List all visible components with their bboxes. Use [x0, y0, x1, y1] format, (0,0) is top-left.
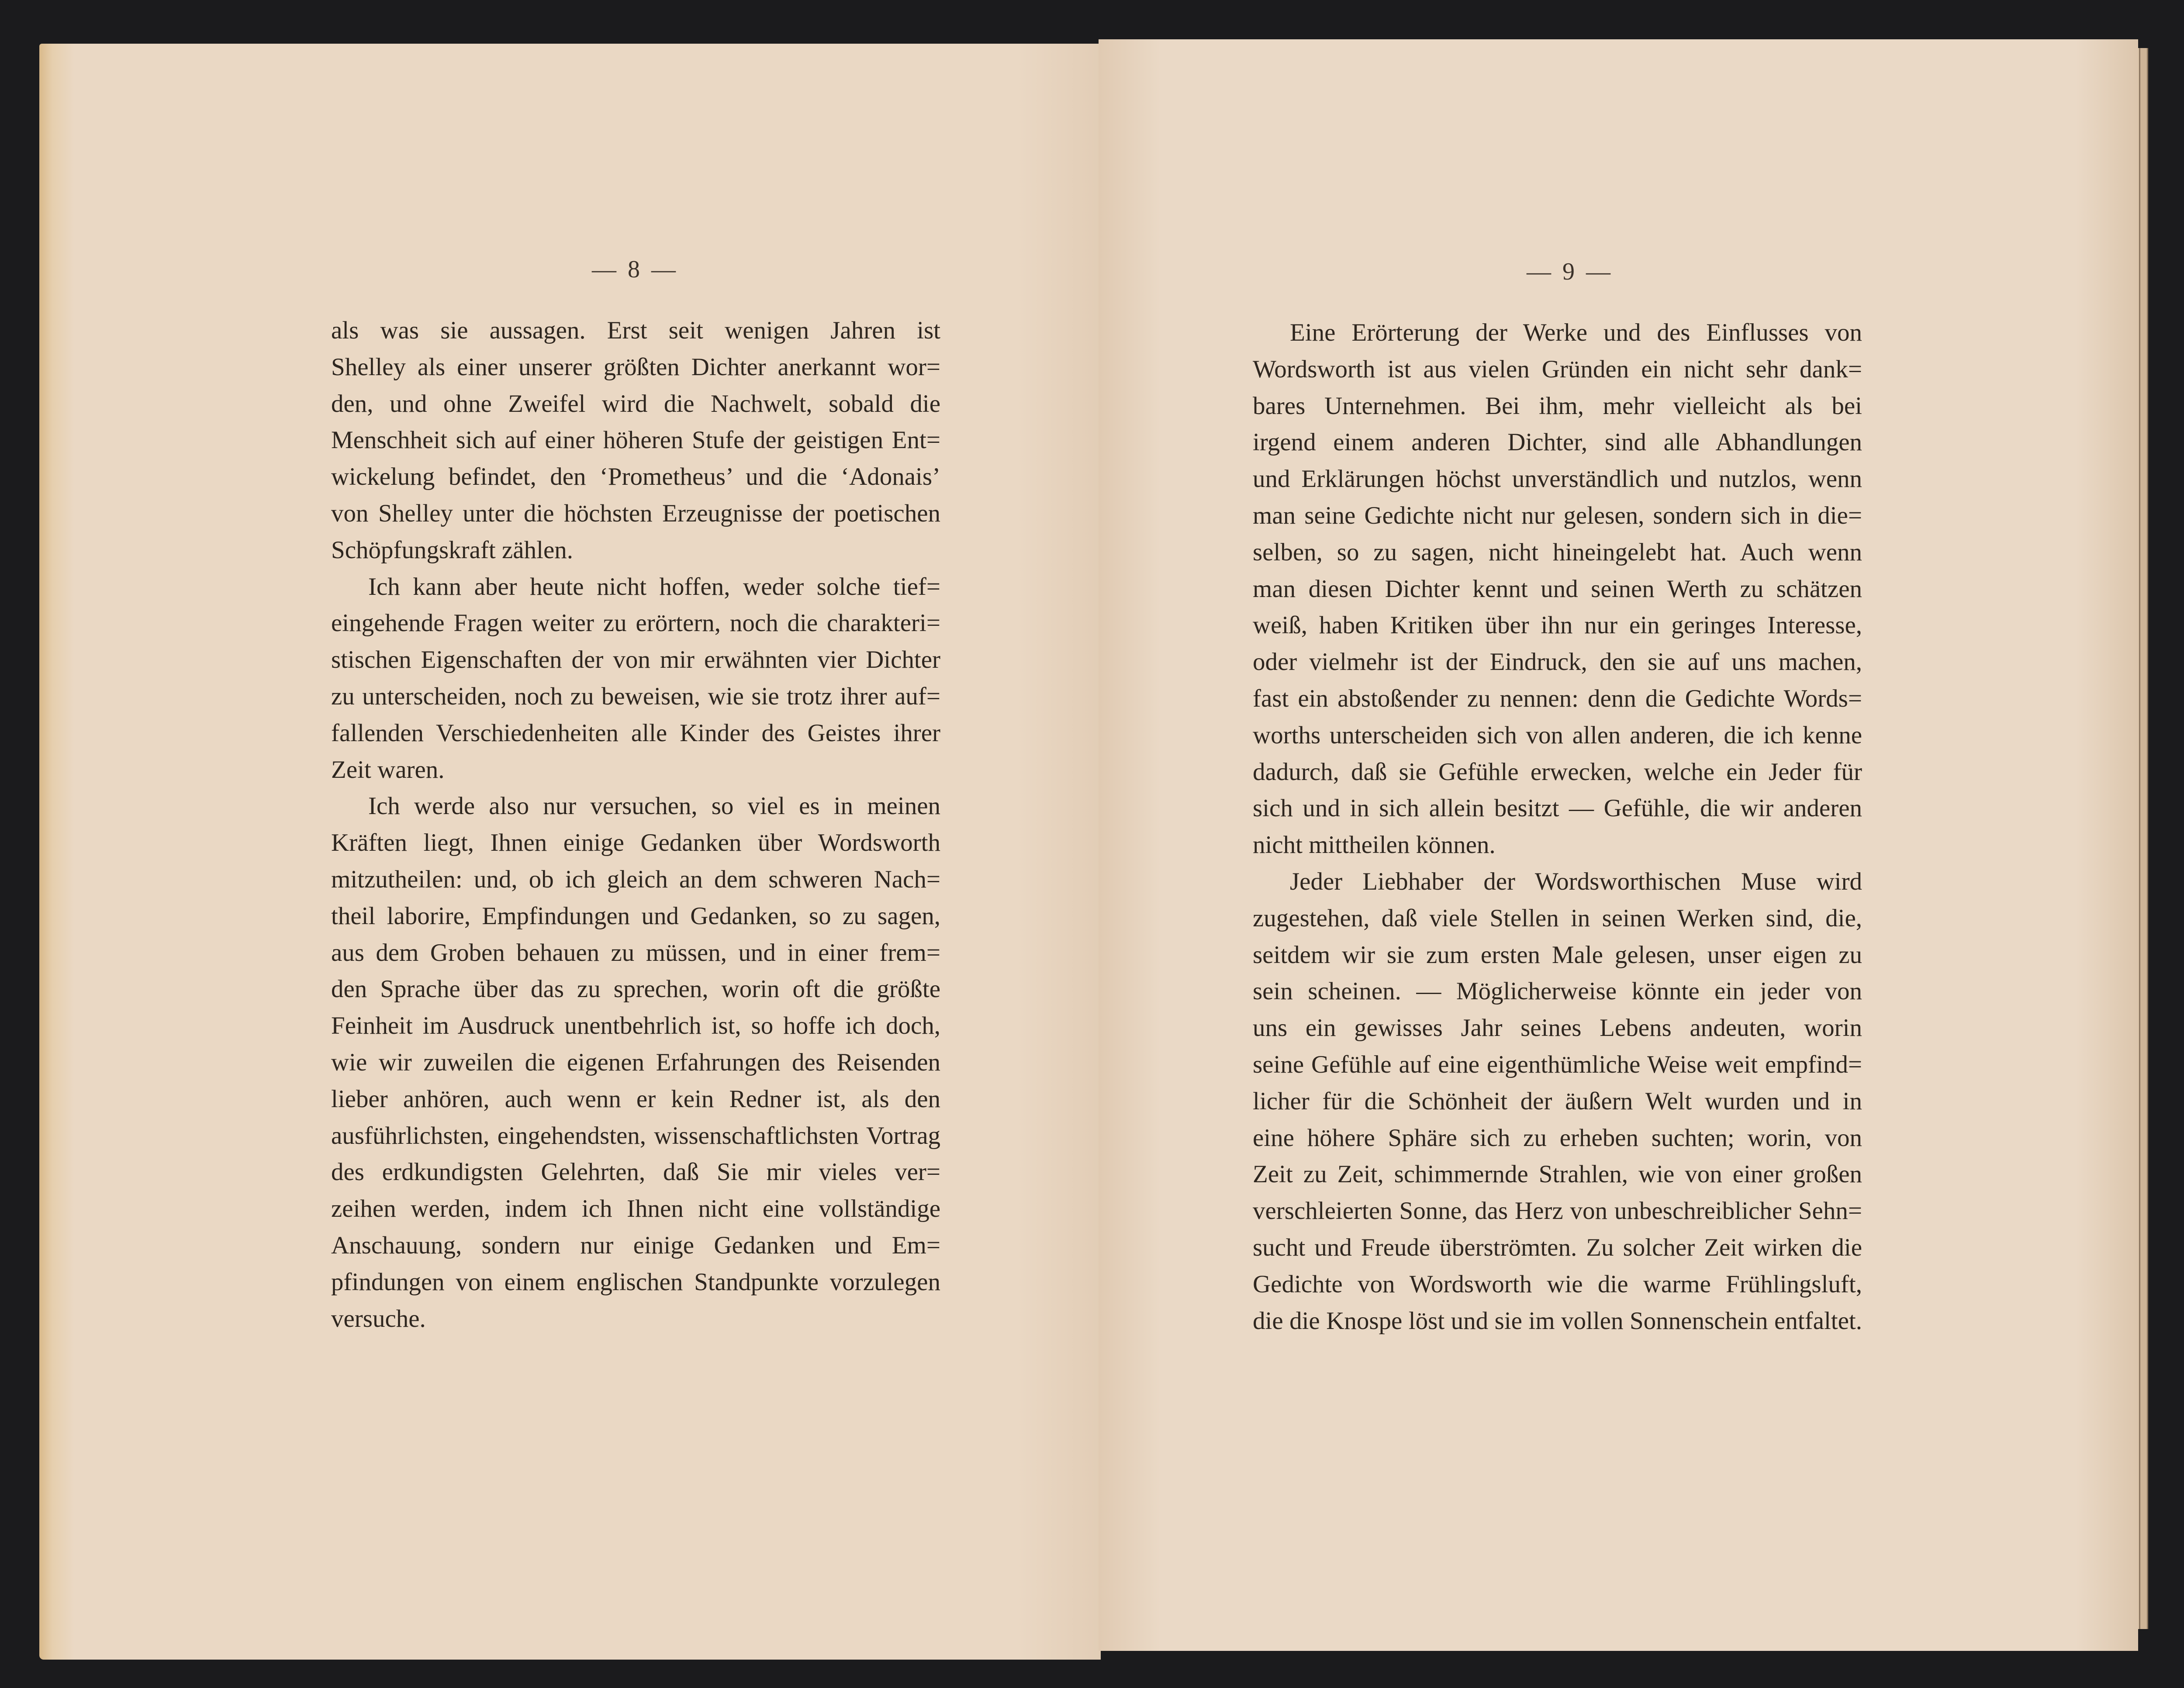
- text-line: pfindungen von einem englischen Standpunkte vorzulegen: [331, 1268, 940, 1296]
- text-line: selben, so zu sagen, nicht hineingelebt hat. Auch wenn: [1253, 538, 1862, 566]
- page-number-right: — 9 —: [1527, 258, 1613, 285]
- text-line: wickelung befindet, den ‘Prometheus’ und die ‘Adonais’: [331, 463, 940, 491]
- text-line: dadurch, daß sie Gefühle erwecken, welche ein Jeder für: [1253, 758, 1862, 786]
- text-line: Anschauung, sondern nur einige Gedanken und Em=: [331, 1231, 940, 1259]
- text-line: Zeit waren.: [331, 756, 445, 784]
- text-line: Kräften liegt, Ihnen einige Gedanken über Wordsworth: [331, 829, 940, 857]
- text-line: lieber anhören, auch wenn er kein Redner ist, als den: [331, 1085, 940, 1113]
- text-line: oder vielmehr ist der Eindruck, den sie auf uns machen,: [1253, 648, 1862, 676]
- text-line: sich und in sich allein besitzt — Gefühle, die wir anderen: [1253, 794, 1862, 822]
- right-page-text: [1253, 314, 1862, 1339]
- text-line: Menschheit sich auf einer höheren Stufe der geistigen Ent=: [331, 426, 940, 454]
- text-line: Ich kann aber heute nicht hoffen, weder solche tief=: [368, 573, 940, 601]
- text-line: des erdkundigsten Gelehrten, daß Sie mir vieles ver=: [331, 1158, 940, 1186]
- text-line: als was sie aussagen. Erst seit wenigen Jahren ist: [331, 317, 940, 344]
- page-number-left: — 8 —: [592, 256, 678, 283]
- text-line: Zeit zu Zeit, schimmernde Strahlen, wie von einer großen: [1253, 1160, 1862, 1188]
- text-line: man diesen Dichter kennt und seinen Werth zu schätzen: [1253, 575, 1862, 603]
- text-line: uns ein gewisses Jahr seines Lebens andeuten, worin: [1253, 1014, 1862, 1042]
- text-line: weiß, haben Kritiken über ihn nur ein geringes Interesse,: [1253, 611, 1862, 639]
- text-line: ausführlichsten, eingehendsten, wissenschaftlichsten Vortrag: [331, 1122, 940, 1149]
- text-line: Wordsworth ist aus vielen Gründen ein nicht sehr dank=: [1253, 355, 1862, 383]
- text-line: Ich werde also nur versuchen, so viel es in meinen: [368, 792, 940, 820]
- text-line: Eine Erörterung der Werke und des Einflusses von: [1290, 319, 1862, 346]
- text-line: mitzutheilen: und, ob ich gleich an dem schweren Nach=: [331, 865, 940, 893]
- left-page-text: [331, 312, 940, 1337]
- text-line: Feinheit im Ausdruck unentbehrlich ist, so hoffe ich doch,: [331, 1012, 940, 1040]
- text-line: zu unterscheiden, noch zu beweisen, wie sie trotz ihrer auf=: [331, 682, 940, 710]
- text-line: zeihen werden, indem ich Ihnen nicht eine vollständige: [331, 1195, 940, 1223]
- text-line: seine Gefühle auf eine eigenthümliche Weise weit empfind=: [1253, 1050, 1862, 1078]
- text-line: verschleierten Sonne, das Herz von unbeschreiblicher Sehn=: [1253, 1197, 1862, 1225]
- text-line: man seine Gedichte nicht nur gelesen, sondern sich in die=: [1253, 501, 1862, 529]
- text-line: versuche.: [331, 1305, 426, 1332]
- text-line: Jeder Liebhaber der Wordsworthischen Muse wird: [1290, 867, 1862, 895]
- text-line: licher für die Schönheit der äußern Welt wurden und in: [1253, 1087, 1862, 1115]
- text-line: Gedichte von Wordsworth wie die warme Frühlingsluft,: [1253, 1270, 1862, 1298]
- text-line: fallenden Verschiedenheiten alle Kinder des Geistes ihrer: [331, 719, 940, 747]
- text-line: eine höhere Sphäre sich zu erheben suchten; worin, von: [1253, 1124, 1862, 1152]
- text-line: fast ein abstoßender zu nennen: denn die Gedichte Words=: [1253, 684, 1862, 712]
- text-line: seitdem wir sie zum ersten Male gelesen, unser eigen zu: [1253, 941, 1862, 969]
- text-line: nicht mittheilen können.: [1253, 831, 1496, 859]
- text-line: eingehende Fragen weiter zu erörtern, noch die charakteri=: [331, 609, 940, 637]
- text-line: worths unterscheiden sich von allen anderen, die ich kenne: [1253, 721, 1862, 749]
- text-line: und Erklärungen höchst unverständlich und nutzlos, wenn: [1253, 465, 1862, 493]
- text-line: zugestehen, daß viele Stellen in seinen Werken sind, die,: [1253, 904, 1862, 932]
- text-line: den Sprache über das zu sprechen, worin oft die größte: [331, 975, 940, 1003]
- text-line: aus dem Groben behauen zu müssen, und in einer frem=: [331, 939, 940, 967]
- text-line: sein scheinen. — Möglicherweise könnte ein jeder von: [1253, 977, 1862, 1005]
- text-line: Shelley als einer unserer größten Dichter anerkannt wor=: [331, 353, 940, 381]
- text-line: den, und ohne Zweifel wird die Nachwelt, sobald die: [331, 390, 940, 418]
- text-line: Schöpfungskraft zählen.: [331, 536, 573, 564]
- text-line: sucht und Freude überströmten. Zu solcher Zeit wirken die: [1253, 1233, 1862, 1261]
- text-line: stischen Eigenschaften der von mir erwähnten vier Dichter: [331, 646, 940, 674]
- text-line: wie wir zuweilen die eigenen Erfahrungen des Reisenden: [331, 1048, 940, 1076]
- text-line: bares Unternehmen. Bei ihm, mehr vielleicht als bei: [1253, 392, 1862, 420]
- text-line: irgend einem anderen Dichter, sind alle Abhandlungen: [1253, 428, 1862, 456]
- text-line: von Shelley unter die höchsten Erzeugnisse der poetischen: [331, 499, 940, 527]
- text-line: die die Knospe löst und sie im vollen Sonnenschein entfaltet.: [1253, 1307, 1862, 1335]
- text-line: theil laborire, Empfindungen und Gedanken, so zu sagen,: [331, 902, 940, 930]
